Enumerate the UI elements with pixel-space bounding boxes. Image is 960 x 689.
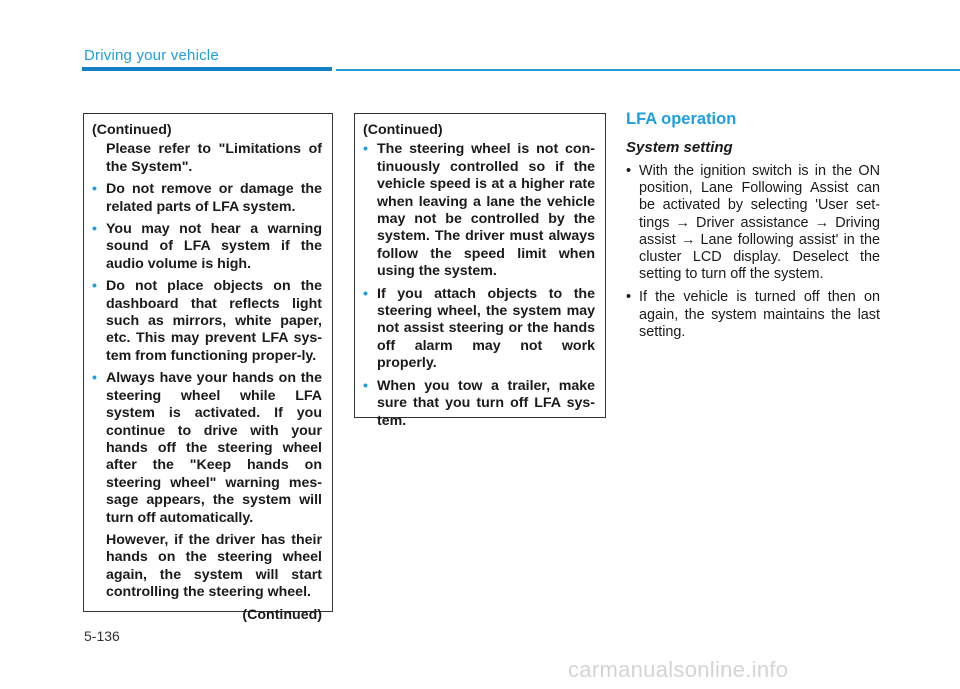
warning-box-left [83,113,333,623]
lfa-operation-section [626,108,880,347]
instruction-item: • If the vehicle is turned off then on again, the system maintains the last setting. [626,289,880,341]
warning-item: • When you tow a trailer, make sure that you turn off LFA sys-tem. [363,378,595,430]
page-number: 5-136 [84,628,120,644]
warning-item: Please refer to "Limitations of the System". [106,141,322,175]
warning-item: • You may not hear a warning sound of LFA system if the audio volume is high. [92,221,322,273]
warning-item: • If you attach objects to the steering wheel, the system may not assist steering or the hands off alarm may not work properly. [363,286,595,373]
subsection-heading: System setting [626,139,733,156]
header-rule-light [336,69,960,71]
watermark: carmanualsonline.info [568,657,789,682]
warning-item: • Always have your hands on the steering wheel while LFA system is activated. If you continue to drive with your hands off the steering wheel after the "Keep hands on steering wheel" warning mes-sage appears, the system will turn off automatically. [92,370,322,527]
continued-label: (Continued) [363,122,443,138]
section-heading: LFA operation [626,110,737,128]
header-rule-dark [82,67,332,71]
instruction-item: • With the ignition switch is in the ON position, Lane Following Assist can be activated by selecting 'User set-tings → Driver assistance → Driving assist → Lane following assist' in the cluster LCD display. Deselect the setting to turn off the system. [626,163,880,283]
continued-label: (Continued) [242,606,322,623]
warning-item: • Do not remove or damage the related parts of LFA system. [92,181,322,216]
continued-label: (Continued) [92,122,172,138]
warning-box-middle [354,113,606,429]
warning-item: However, if the driver has their hands on the steering wheel again, the system will start controlling the steering wheel. [106,531,322,601]
warning-item: • The steering wheel is not con-tinuously controlled so if the vehicle speed is at a higher rate when leaving a lane the vehicle may not be controlled by the system. The driver must always follow the speed limit when using the system. [363,141,595,280]
warning-item: • Do not place objects on the dashboard that reflects light such as mirrors, white paper, etc. This may prevent LFA sys-tem from functioning proper-ly. [92,278,322,365]
section-title: Driving your vehicle [84,47,219,64]
